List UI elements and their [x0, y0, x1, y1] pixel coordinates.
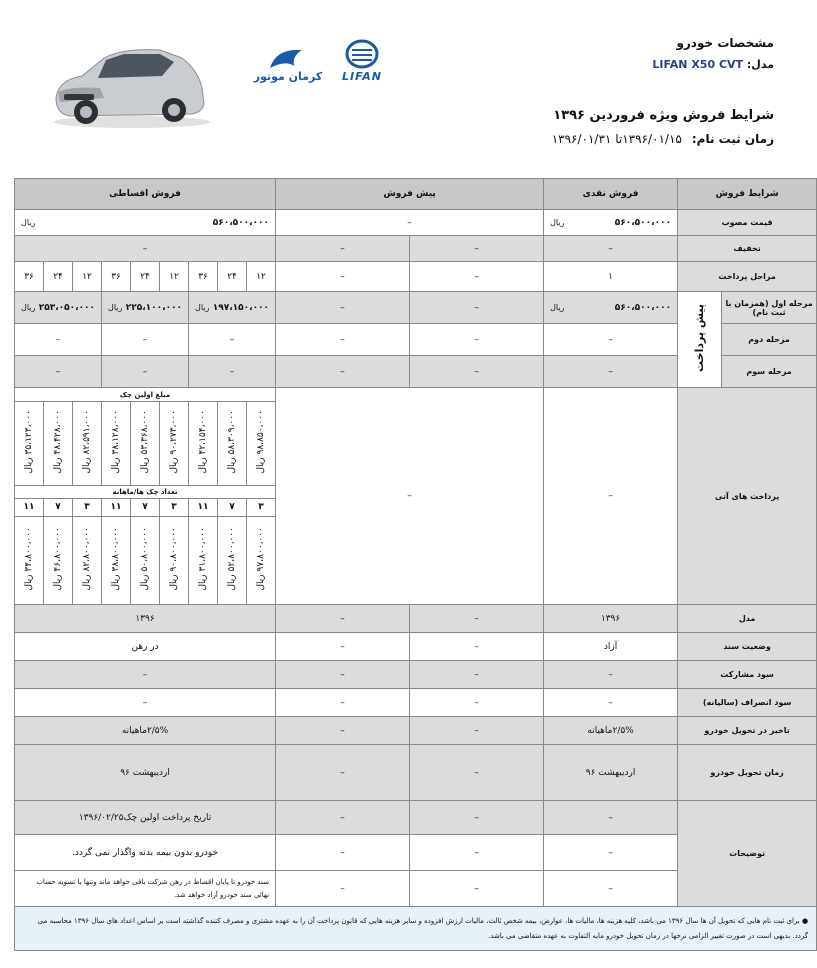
cancel-presale-2: – — [276, 689, 410, 717]
delivery-cash: اردیبهشت ۹۶ — [544, 745, 678, 801]
model-line — [652, 58, 774, 71]
stage1-presale-2: – — [276, 292, 410, 324]
row-model — [15, 605, 817, 633]
row-stages — [15, 262, 817, 292]
notes1-presale-2: – — [276, 801, 410, 835]
partnership-cash: – — [544, 661, 678, 689]
model-value: LIFAN X50 CVT — [652, 58, 744, 71]
first-check-amount: ۴۲،۱۵۴،۰۰۰ ریال — [189, 402, 218, 486]
delivery-presale-1: – — [410, 745, 544, 801]
row-label-notes: توضیحات — [678, 801, 817, 907]
check-count-block — [15, 486, 276, 517]
page-header — [0, 0, 800, 178]
stage-months: ۱۲ — [73, 262, 102, 292]
check-installment-amount: ۵۲،۸۰۰،۰۰۰ ریال — [218, 517, 247, 605]
row-label-partnership: سود مشارکت — [678, 661, 817, 689]
cancel-installment: – — [15, 689, 276, 717]
model-cash: ۱۳۹۶ — [544, 605, 678, 633]
price-cash: ۵۶۰،۵۰۰،۰۰۰ ریال — [544, 210, 678, 236]
row-label-stage3: مرحله سوم — [722, 356, 817, 388]
row-cancel — [15, 689, 817, 717]
check-count-label: تعداد چک ها/ماهانه — [15, 486, 275, 499]
notes1-installment: تاریخ پرداخت اولین چک۱۳۹۶/۰۲/۲۵ — [15, 801, 276, 835]
first-check-amount: ۴۸،۴۲۸،۰۰۰ ریال — [44, 402, 73, 486]
row-label-stages: مراحل پرداخت — [678, 262, 817, 292]
cancel-presale-1: – — [410, 689, 544, 717]
row-delivery — [15, 745, 817, 801]
kerman-motor-logo — [248, 44, 328, 88]
stage1-installment: ۲۲۵،۱۰۰،۰۰۰ ریال — [102, 292, 189, 324]
stage1-installment: ۲۵۳،۰۵۰،۰۰۰ ریال — [15, 292, 102, 324]
doc-status-cash: آزاد — [544, 633, 678, 661]
stages-cash: ۱ — [544, 262, 678, 292]
future-cash: – — [544, 388, 678, 605]
check-count: ۱۱ — [101, 499, 130, 516]
discount-presale-2: – — [276, 236, 410, 262]
stages-presale-2: – — [276, 262, 410, 292]
future-presale: – — [276, 388, 544, 605]
first-check-amount: ۸۲،۵۹۱،۰۰۰ ریال — [73, 402, 102, 486]
notes2-cash: – — [544, 835, 678, 871]
model-presale-1: – — [410, 605, 544, 633]
stage-months: ۳۶ — [189, 262, 218, 292]
car-image — [42, 36, 214, 132]
check-count: ۳ — [159, 499, 188, 516]
row-future-first-label — [15, 388, 817, 402]
stage3-installment: – — [102, 356, 189, 388]
first-check-amount: ۹۸،۸۵۰،۰۰۰ ریال — [247, 402, 276, 486]
stage-months: ۲۴ — [218, 262, 247, 292]
row-label-doc-status: وضعیت سند — [678, 633, 817, 661]
first-check-amount: ۳۸،۱۲۸،۰۰۰ ریال — [102, 402, 131, 486]
notes2-installment: خودرو بدون بیمه بدنه واگذار نمی گردد. — [15, 835, 276, 871]
row-label-stage1: مرحله اول (همزمان با ثبت نام) — [722, 292, 817, 324]
check-count: ۱۱ — [23, 502, 35, 512]
model-label: مدل: — [746, 58, 774, 71]
delivery-presale-2: – — [276, 745, 410, 801]
notes2-presale-1: – — [410, 835, 544, 871]
sales-conditions-table — [14, 178, 817, 951]
stage3-presale-2: – — [276, 356, 410, 388]
kerman-brand-text: کرمان موتور — [253, 70, 323, 83]
discount-installment: – — [15, 236, 276, 262]
stage2-cash: – — [544, 324, 678, 356]
row-label-future: پرداخت های آتی — [678, 388, 817, 605]
col-cash: فروش نقدی — [544, 179, 678, 210]
stage1-presale-1: – — [410, 292, 544, 324]
notes3-cash: – — [544, 871, 678, 907]
row-label-cancel: سود انصراف (سالیانه) — [678, 689, 817, 717]
check-count: ۳ — [72, 499, 101, 516]
notes3-presale-1: – — [410, 871, 544, 907]
notes1-presale-1: – — [410, 801, 544, 835]
first-check-amount: ۹۰،۲۷۳،۰۰۰ ریال — [160, 402, 189, 486]
check-count: ۷ — [43, 499, 72, 516]
check-count-values — [15, 499, 275, 516]
stage2-presale-2: – — [276, 324, 410, 356]
spec-title: مشخصات خودرو — [676, 36, 774, 50]
notes2-presale-2: – — [276, 835, 410, 871]
reg-time-value: ۱۳۹۶/۰۱/۱۵تا ۱۳۹۶/۰۱/۳۱ — [551, 132, 682, 146]
footnote: ● برای ثبت نام هایی که تحویل آن ها سال ۱۳۹۶ می باشد، کلیه هزینه ها، مالیات ها، عوارض، بیمه شخص ثالث، مالیات ارزش افزوده و سایر هزینه هایی که قانون پرداخت آن را به عهده مشتری و مصرف کننده گذاشته است بر اساس اعداد های سال ۱۳۹۶ محاسبه می گردد. بدیهی است در صورت تغییر الزامی نرخها در زمان تحویل خودرو مابه التفاوت به عهده متقاضی می باشد. — [15, 907, 817, 951]
check-installment-amount: ۸۲،۸۰۰،۰۰۰ ریال — [73, 517, 102, 605]
stages-presale-1: – — [410, 262, 544, 292]
col-conditions: شرایط فروش — [678, 179, 817, 210]
first-check-label: مبلغ اولین چک — [15, 388, 276, 402]
stage1-cash: ۵۶۰،۵۰۰،۰۰۰ ریال — [544, 292, 678, 324]
row-stage1 — [15, 292, 817, 324]
lifan-brand-text: LIFAN — [342, 70, 382, 83]
row-footnote — [15, 907, 817, 951]
stage3-cash: – — [544, 356, 678, 388]
delay-presale-1: – — [410, 717, 544, 745]
row-doc-status — [15, 633, 817, 661]
stage-months: ۳۶ — [102, 262, 131, 292]
delay-cash: ۲/۵%ماهیانه — [544, 717, 678, 745]
check-installment-amount: ۳۴،۸۰۰،۰۰۰ ریال — [15, 517, 44, 605]
sales-title: شرایط فروش ویژه فروردین ۱۳۹۶ — [553, 108, 774, 123]
row-label-stage2: مرحله دوم — [722, 324, 817, 356]
col-installment: فروش اقساطی — [15, 179, 276, 210]
discount-cash: – — [544, 236, 678, 262]
stage2-installment: – — [15, 324, 102, 356]
stage-months: ۳۶ — [15, 262, 44, 292]
check-installment-amount: ۵۰،۸۰۰،۰۰۰ ریال — [131, 517, 160, 605]
doc-status-presale-1: – — [410, 633, 544, 661]
discount-presale-1: – — [410, 236, 544, 262]
model-installment: ۱۳۹۶ — [15, 605, 276, 633]
stage2-presale-1: – — [410, 324, 544, 356]
row-partnership — [15, 661, 817, 689]
reg-time-label: زمان ثبت نام: — [691, 132, 774, 146]
notes3-presale-2: – — [276, 871, 410, 907]
lifan-logo — [336, 40, 388, 90]
cancel-cash: – — [544, 689, 678, 717]
doc-status-installment: در رهن — [15, 633, 276, 661]
delay-installment: ۲/۵%ماهیانه — [15, 717, 276, 745]
price-installment: ۵۶۰،۵۰۰،۰۰۰ ریال — [15, 210, 276, 236]
check-installment-amount: ۴۶،۸۰۰،۰۰۰ ریال — [44, 517, 73, 605]
stage-months: ۲۴ — [131, 262, 160, 292]
first-check-amount: ۵۸،۳۰۹،۰۰۰ ریال — [218, 402, 247, 486]
check-count: ۷ — [217, 499, 246, 516]
notes1-cash: – — [544, 801, 678, 835]
delay-presale-2: – — [276, 717, 410, 745]
col-presale: پیش فروش — [276, 179, 544, 210]
first-check-amount: ۳۵،۱۲۳،۰۰۰ ریال — [15, 402, 44, 486]
notes3-installment: سند خودرو تا پایان اقساط در رهن شرکت باقی خواهد ماند وتنها با تسویه حساب نهائی سند خودرو آزاد خواهد شد. — [15, 871, 276, 907]
table-header-row — [15, 179, 817, 210]
price-presale: – — [276, 210, 544, 236]
partnership-presale-1: – — [410, 661, 544, 689]
check-count: ۳ — [246, 499, 275, 516]
check-installment-amount: ۹۰،۸۰۰،۰۰۰ ریال — [160, 517, 189, 605]
stage3-installment: – — [15, 356, 102, 388]
stage3-installment: – — [189, 356, 276, 388]
stage-months: ۱۲ — [160, 262, 189, 292]
stage-months: ۲۴ — [44, 262, 73, 292]
row-notes-1 — [15, 801, 817, 835]
row-price — [15, 210, 817, 236]
row-label-model: مدل — [678, 605, 817, 633]
stage2-installment: – — [189, 324, 276, 356]
check-installment-amount: ۳۸،۸۰۰،۰۰۰ ریال — [102, 517, 131, 605]
row-label-discount: تخفیف — [678, 236, 817, 262]
stage3-presale-1: – — [410, 356, 544, 388]
first-check-amount: ۵۳،۳۶۸،۰۰۰ ریال — [131, 402, 160, 486]
check-count: ۱۱ — [188, 499, 217, 516]
row-label-price: قیمت مصوب — [678, 210, 817, 236]
row-discount — [15, 236, 817, 262]
stage-months: ۱۲ — [247, 262, 276, 292]
row-delay — [15, 717, 817, 745]
check-installment-amount: ۳۱،۸۰۰،۰۰۰ ریال — [189, 517, 218, 605]
stage2-installment: – — [102, 324, 189, 356]
registration-time — [552, 132, 774, 146]
doc-status-presale-2: – — [276, 633, 410, 661]
partnership-installment: – — [15, 661, 276, 689]
prepay-group-label: پیش پرداخت — [678, 292, 722, 388]
model-presale-2: – — [276, 605, 410, 633]
row-label-delay: تاخیر در تحویل خودرو — [678, 717, 817, 745]
partnership-presale-2: – — [276, 661, 410, 689]
delivery-installment: اردیبهشت ۹۶ — [15, 745, 276, 801]
check-count: ۷ — [130, 499, 159, 516]
row-label-delivery: زمان تحویل خودرو — [678, 745, 817, 801]
check-installment-amount: ۹۷،۸۰۰،۰۰۰ ریال — [247, 517, 276, 605]
stage1-installment: ۱۹۷،۱۵۰،۰۰۰ ریال — [189, 292, 276, 324]
